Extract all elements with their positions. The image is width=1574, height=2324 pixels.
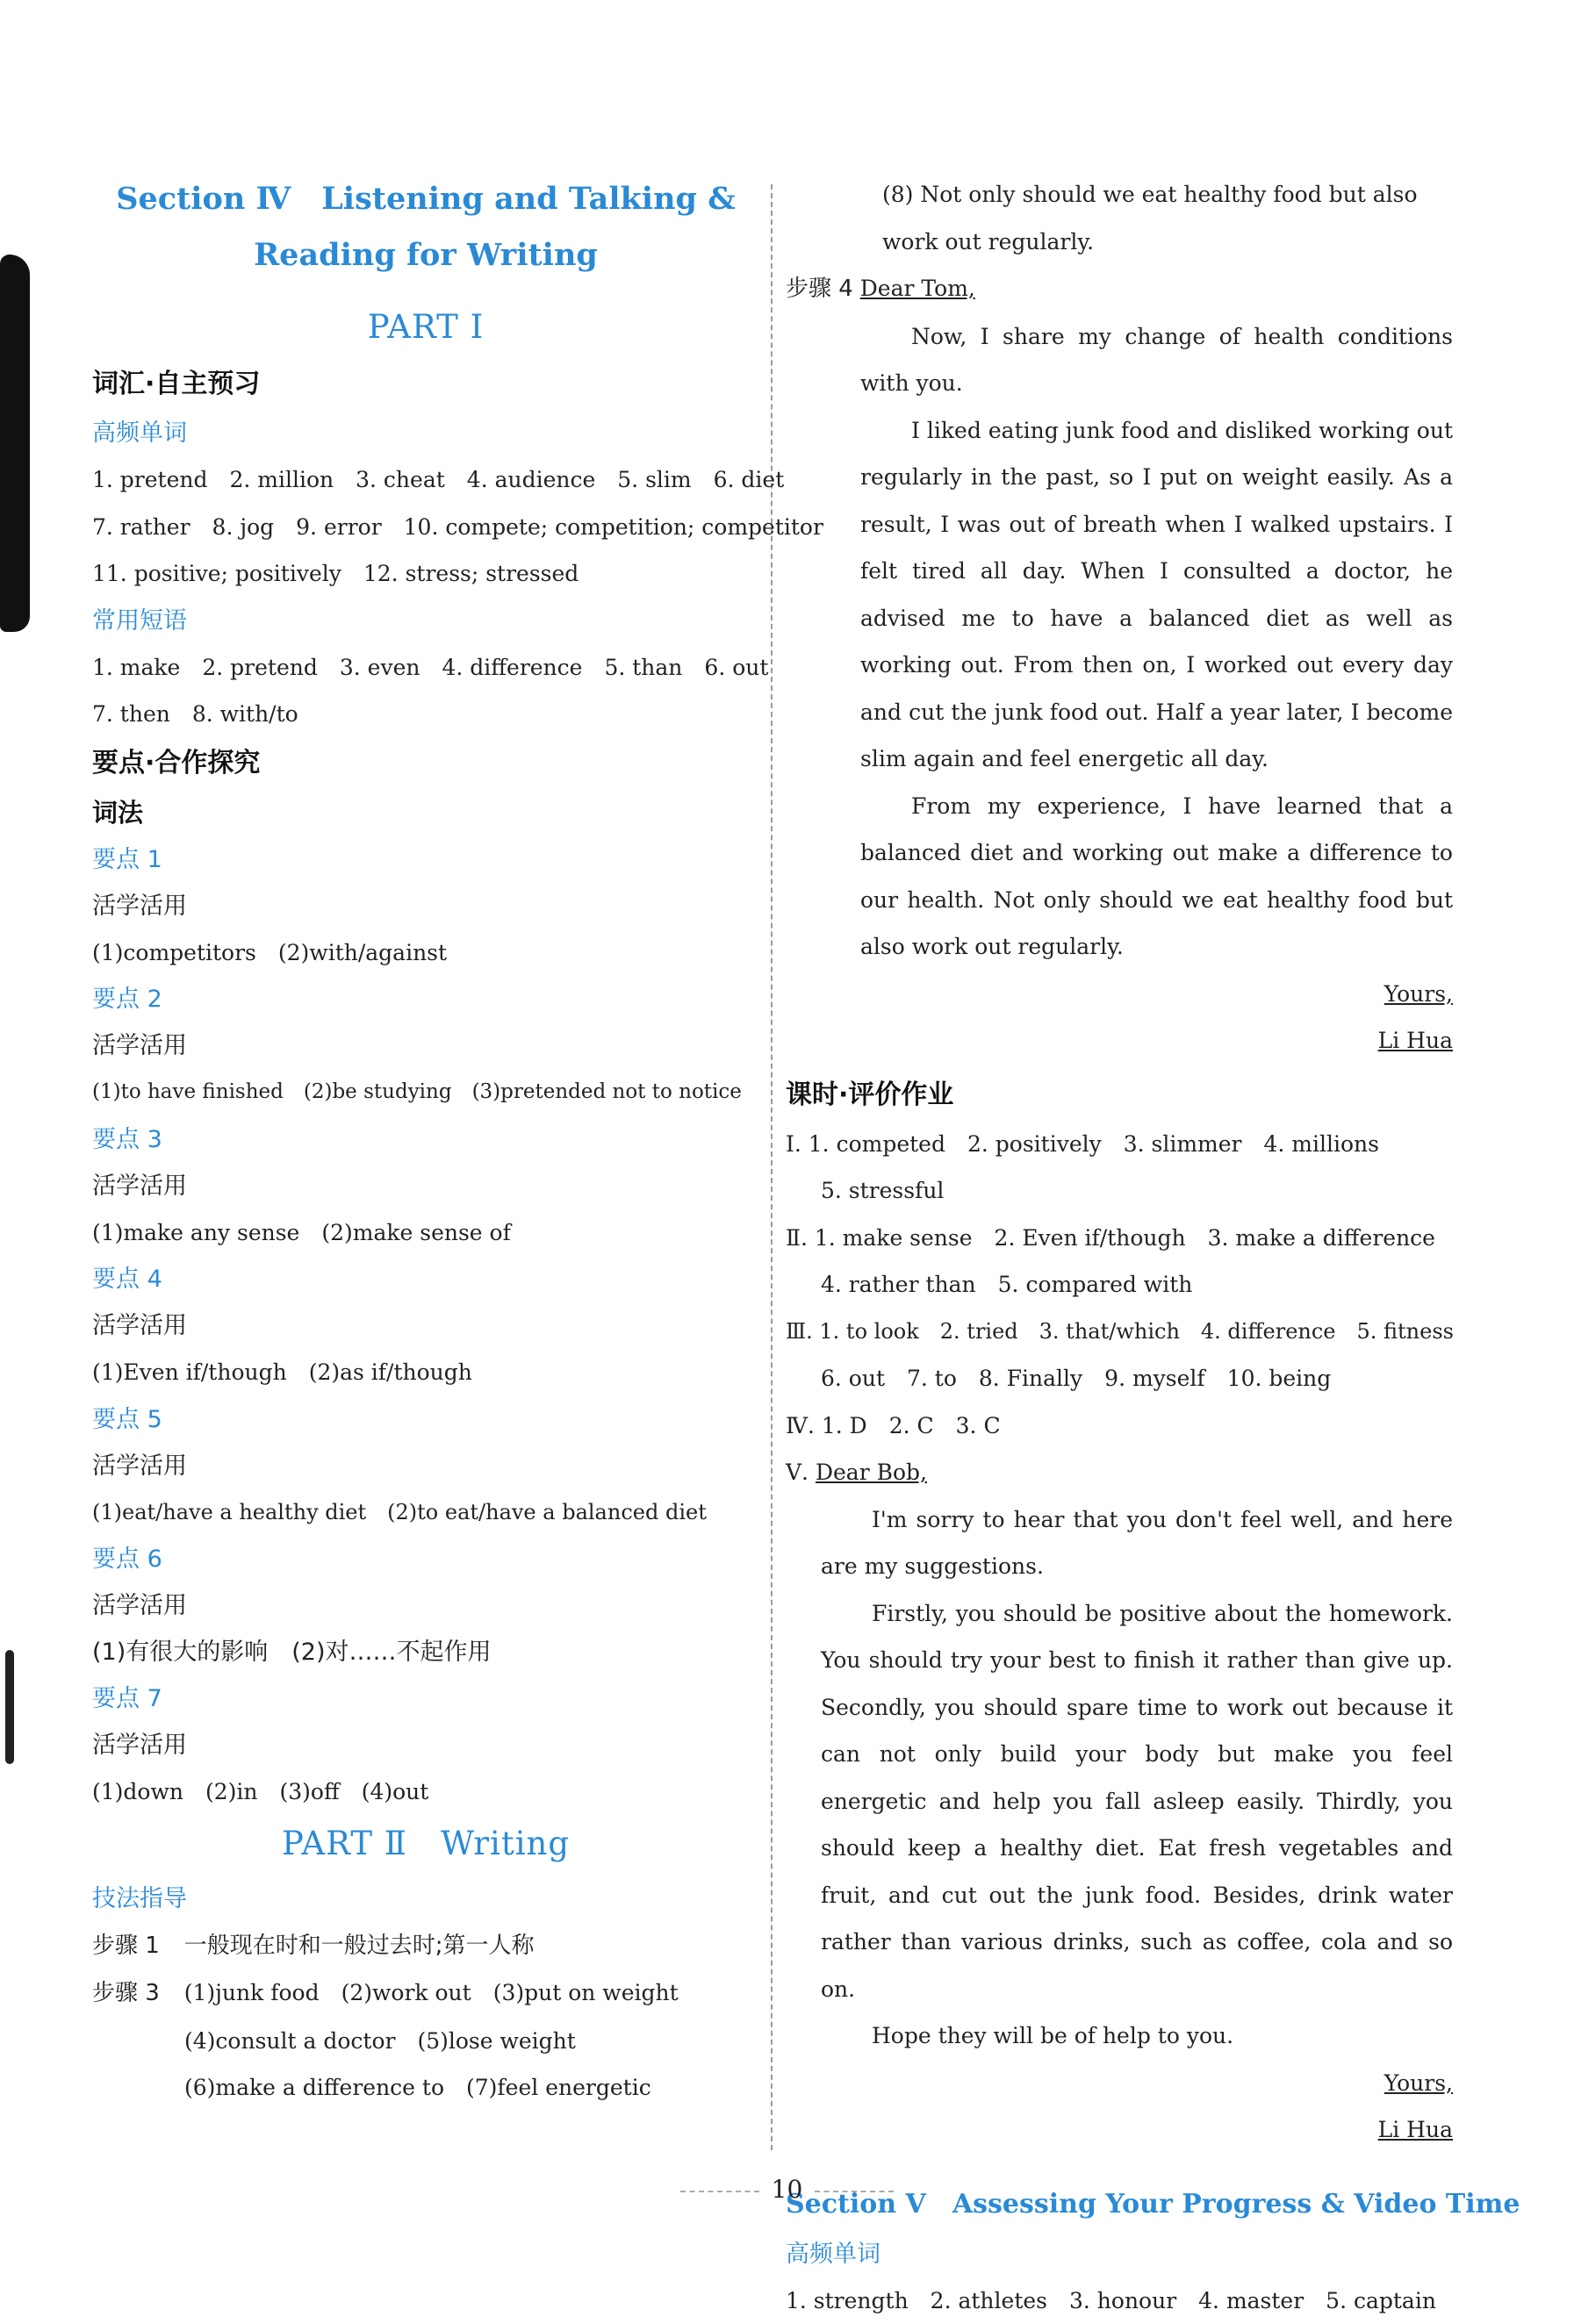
- signature-name: Li Hua: [1378, 2117, 1453, 2142]
- practice-label: 活学活用: [92, 1022, 759, 1069]
- step-3-answer: (4)consult a doctor (5)lose weight: [92, 2018, 759, 2065]
- point-answer: (1)to have finished (2)be studying (3)pretended not to notice: [92, 1069, 759, 1116]
- practice-label: 活学活用: [92, 1443, 759, 1489]
- letter-body: [786, 313, 1453, 1065]
- page-footer: [0, 2175, 1574, 2204]
- step-4-line: [786, 265, 1453, 313]
- homework-line: Ⅲ. 1. to look 2. tried 3. that/which 4. difference 5. fitness: [786, 1309, 1453, 1356]
- point-tag: 要点 3: [92, 1116, 759, 1163]
- point-tag: 要点 1: [92, 836, 759, 883]
- closing-yours: Yours,: [1384, 2070, 1453, 2096]
- skills-tag: 技法指导: [92, 1876, 759, 1922]
- homework-line: 5. stressful: [786, 1167, 1453, 1215]
- phrases-line: 7. then 8. with/to: [92, 691, 759, 738]
- part-v-line: [786, 1449, 1453, 1496]
- letter-paragraph: I'm sorry to hear that you don't feel well, and here are my suggestions.: [821, 1496, 1453, 1590]
- words-line: 7. rather 8. jog 9. error 10. compete; competition; competitor: [92, 504, 759, 551]
- letter-closing: [860, 971, 1453, 1018]
- practice-label: 活学活用: [92, 1163, 759, 1209]
- point-answer: (1)competitors (2)with/against: [92, 929, 759, 977]
- step-3-answer-cont: (8) Not only should we eat healthy food but also: [786, 171, 1453, 219]
- homework-line: Ⅱ. 1. make sense 2. Even if/though 3. make a difference: [786, 1215, 1453, 1262]
- step-3-answer-cont: work out regularly.: [786, 219, 1453, 266]
- footer-dash-left: [680, 2191, 759, 2192]
- part-v-label: Ⅴ.: [786, 1460, 809, 1485]
- homework-line: Ⅰ. 1. competed 2. positively 3. slimmer 4. millions: [786, 1121, 1453, 1168]
- footer-dash-right: [815, 2191, 894, 2192]
- letter-paragraph: Firstly, you should be positive about the homework. You should try your best to finish it rather than give up. Secondly, you should spare time to work out because it can not only build your body but make you feel energetic and help you fall asleep easily. Thirdly, you should keep a healthy diet. Eat fresh vegetables and fruit, and cut out the junk food. Besides, drink water rather than various drinks, such as coffee, cola and so on.: [821, 1590, 1453, 2013]
- letter-paragraph: Now, I share my change of health conditions with you.: [860, 313, 1453, 407]
- lexis-heading: 词法: [92, 789, 759, 836]
- explore-heading: 要点·合作探究: [92, 738, 759, 789]
- practice-label: 活学活用: [92, 883, 759, 929]
- point-tag: 要点 4: [92, 1256, 759, 1302]
- signature-name: Li Hua: [1378, 1028, 1453, 1053]
- step-3-answer: (6)make a difference to (7)feel energetic: [92, 2064, 759, 2112]
- vocab-heading: 词汇·自主预习: [92, 359, 759, 410]
- step-1-label: 步骤 1: [92, 1933, 160, 1959]
- section-title-line-1: Section Ⅳ Listening and Talking &: [92, 171, 759, 227]
- point-answer: (1)down (2)in (3)off (4)out: [92, 1768, 759, 1816]
- step-4-label: 步骤 4: [786, 276, 853, 302]
- page-number: 10: [772, 2175, 803, 2204]
- letter-paragraph: I liked eating junk food and disliked working out regularly in the past, so I put on weight easily. As a result, I was out of breath when I walked upstairs. I felt tired all day. When I consulted a doctor, he advised me to have a balanced diet as well as working out. From then on, I worked out every day and cut the junk food out. Half a year later, I become slim again and feel energetic all day.: [860, 407, 1453, 783]
- part-2-title: PART Ⅱ Writing: [92, 1816, 759, 1872]
- high-frequency-words-tag: 高频单词: [92, 410, 759, 456]
- homework-heading: 课时·评价作业: [786, 1070, 1453, 1121]
- point-tag: 要点 5: [92, 1396, 759, 1443]
- step-1-text: 一般现在时和一般过去时;第一人称: [184, 1933, 535, 1959]
- point-answer: (1)Even if/though (2)as if/though: [92, 1349, 759, 1396]
- closing-yours: Yours,: [1384, 981, 1453, 1007]
- step-3-label: 步骤 3: [92, 1980, 160, 2006]
- right-column: [786, 171, 1453, 2324]
- letter-signature: [860, 1017, 1453, 1065]
- homework-line: 6. out 7. to 8. Finally 9. myself 10. being: [786, 1355, 1453, 1402]
- words-line: 1. pretend 2. million 3. cheat 4. audience 5. slim 6. diet: [92, 456, 759, 504]
- letter-salutation: Dear Bob,: [816, 1460, 927, 1485]
- letter-paragraph: From my experience, I have learned that a balanced diet and working out make a difference to our health. Not only should we eat healthy food but also work out regularly.: [860, 783, 1453, 971]
- letter-salutation: Dear Tom,: [860, 276, 975, 301]
- letter-body: [786, 1496, 1453, 2154]
- point-answer: (1)make any sense (2)make sense of: [92, 1209, 759, 1257]
- point-answer: (1)eat/have a healthy diet (2)to eat/have a balanced diet: [92, 1489, 759, 1537]
- words-line: 11. positive; positively 12. stress; stressed: [92, 550, 759, 598]
- step-3-line: [92, 1969, 759, 2018]
- practice-label: 活学活用: [92, 1722, 759, 1768]
- high-frequency-words-tag: 高频单词: [786, 2231, 1453, 2277]
- part-1-title: PART Ⅰ: [92, 299, 759, 355]
- words-line: 1. strength 2. athletes 3. honour 4. master 5. captain: [786, 2277, 1453, 2324]
- practice-label: 活学活用: [92, 1302, 759, 1349]
- letter-signature: [821, 2106, 1453, 2154]
- homework-line: Ⅳ. 1. D 2. C 3. C: [786, 1402, 1453, 1450]
- phrases-tag: 常用短语: [92, 598, 759, 644]
- step-1-line: [92, 1922, 759, 1970]
- left-column: [92, 171, 759, 2112]
- scan-edge-mark: [0, 255, 30, 632]
- letter-paragraph: Hope they will be of help to you.: [821, 2012, 1453, 2060]
- phrases-line: 1. make 2. pretend 3. even 4. difference 5. than 6. out: [92, 644, 759, 692]
- point-tag: 要点 6: [92, 1536, 759, 1582]
- practice-label: 活学活用: [92, 1582, 759, 1629]
- step-3-answer: (1)junk food (2)work out (3)put on weight: [184, 1980, 679, 2005]
- point-tag: 要点 2: [92, 976, 759, 1022]
- section-title-line-2: Reading for Writing: [92, 227, 759, 283]
- letter-closing: [821, 2060, 1453, 2107]
- section-5-title: Section Ⅴ Assessing Your Progress & Video Time: [786, 2178, 1453, 2231]
- point-tag: 要点 7: [92, 1675, 759, 1722]
- point-answer: (1)有很大的影响 (2)对……不起作用: [92, 1629, 759, 1675]
- homework-line: 4. rather than 5. compared with: [786, 1261, 1453, 1309]
- scan-edge-mark-small: [5, 1650, 14, 1764]
